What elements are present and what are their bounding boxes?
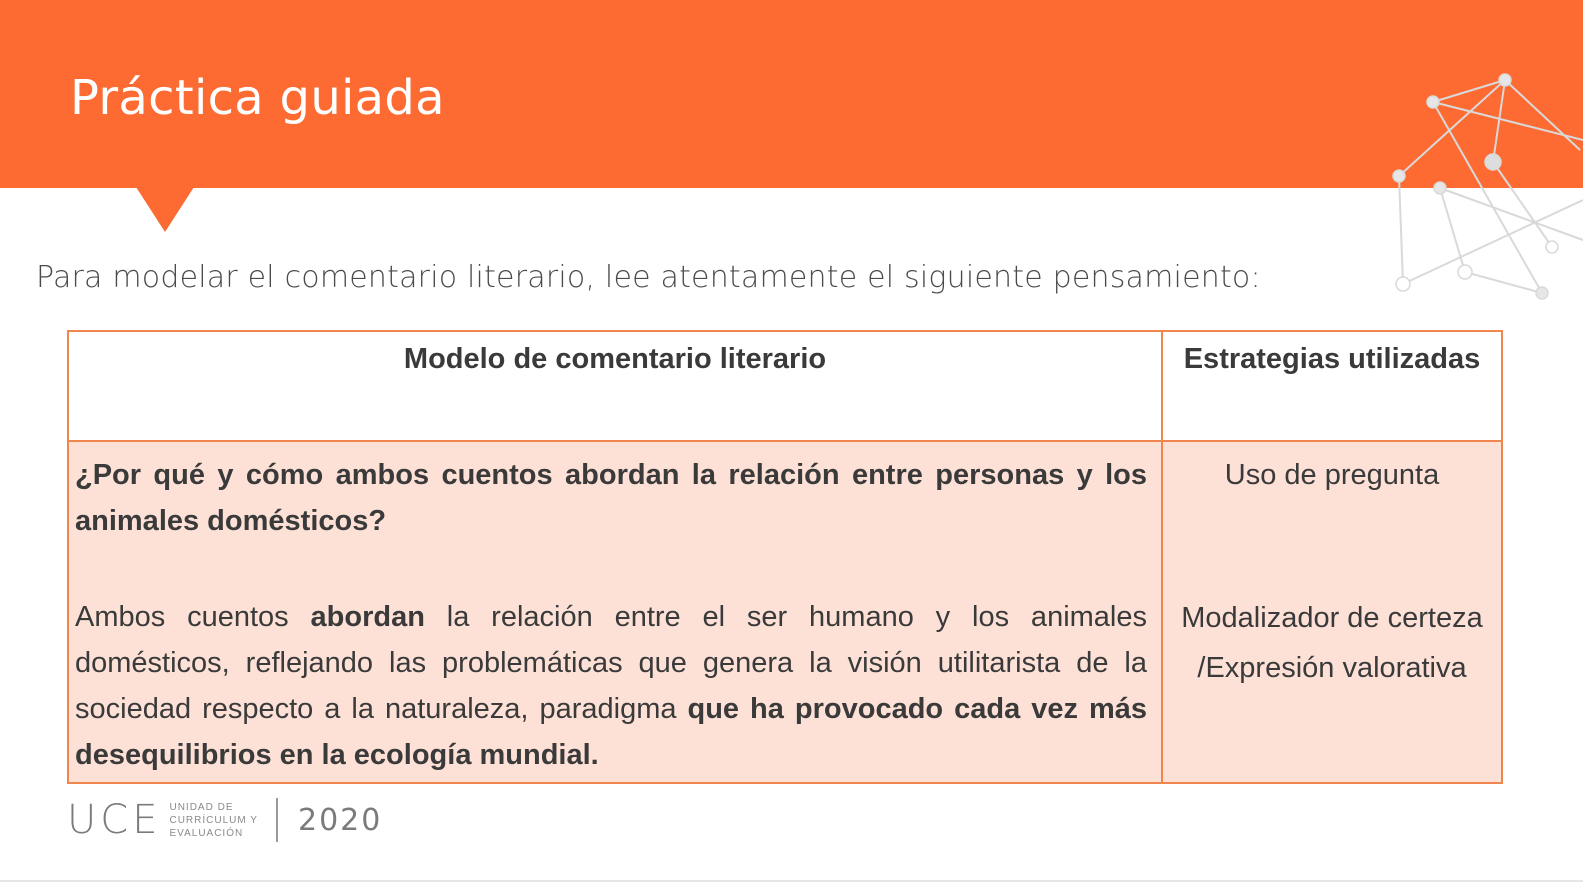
logo-divider — [276, 798, 278, 842]
model-answer — [75, 594, 1147, 778]
uce-sub-line-1: UNIDAD DE — [169, 801, 234, 813]
strategy-question: Uso de pregunta — [1224, 459, 1440, 491]
strategy-modalizer: Modalizador de certeza /Expresión valorativa — [1181, 602, 1483, 684]
intro-text: Para modelar el comentario literario, lee atentamente el siguiente pensamiento: — [36, 260, 1261, 295]
model-cell — [68, 441, 1162, 783]
page-title: Práctica guiada — [70, 70, 445, 126]
answer-part-2: abordan — [310, 601, 425, 633]
uce-logo — [67, 797, 382, 843]
uce-letters: UCE — [67, 797, 162, 843]
uce-sub-line-3: EVALUACIÓN — [169, 827, 244, 839]
comment-model-table — [67, 330, 1503, 784]
footer-year: 2020 — [297, 802, 383, 838]
header-strategies: Estrategias utilizadas — [1162, 331, 1502, 441]
answer-part-1: Ambos cuentos — [75, 601, 311, 633]
table-row — [68, 441, 1502, 783]
header-notch — [136, 187, 194, 232]
table-header-row — [68, 331, 1502, 441]
strategies-cell — [1162, 441, 1502, 783]
uce-subtitle — [169, 801, 258, 840]
answer-part-4: que ha provocado cada vez más desequilibrios en la ecología mundial. — [75, 693, 1148, 771]
answer-part-3: la relación entre el ser humano y los animales domésticos, reflejando las problemáticas que genera la visión utilitarista de la sociedad respecto a la naturaleza, paradigma — [75, 601, 1147, 725]
network-graphic-icon — [1380, 60, 1583, 320]
bottom-divider — [0, 880, 1583, 882]
model-question: ¿Por qué y cómo ambos cuentos abordan la relación entre personas y los animales domésticos? — [75, 459, 1147, 537]
uce-sub-line-2: CURRÍCULUM Y — [169, 814, 258, 826]
header-model: Modelo de comentario literario — [68, 331, 1162, 441]
